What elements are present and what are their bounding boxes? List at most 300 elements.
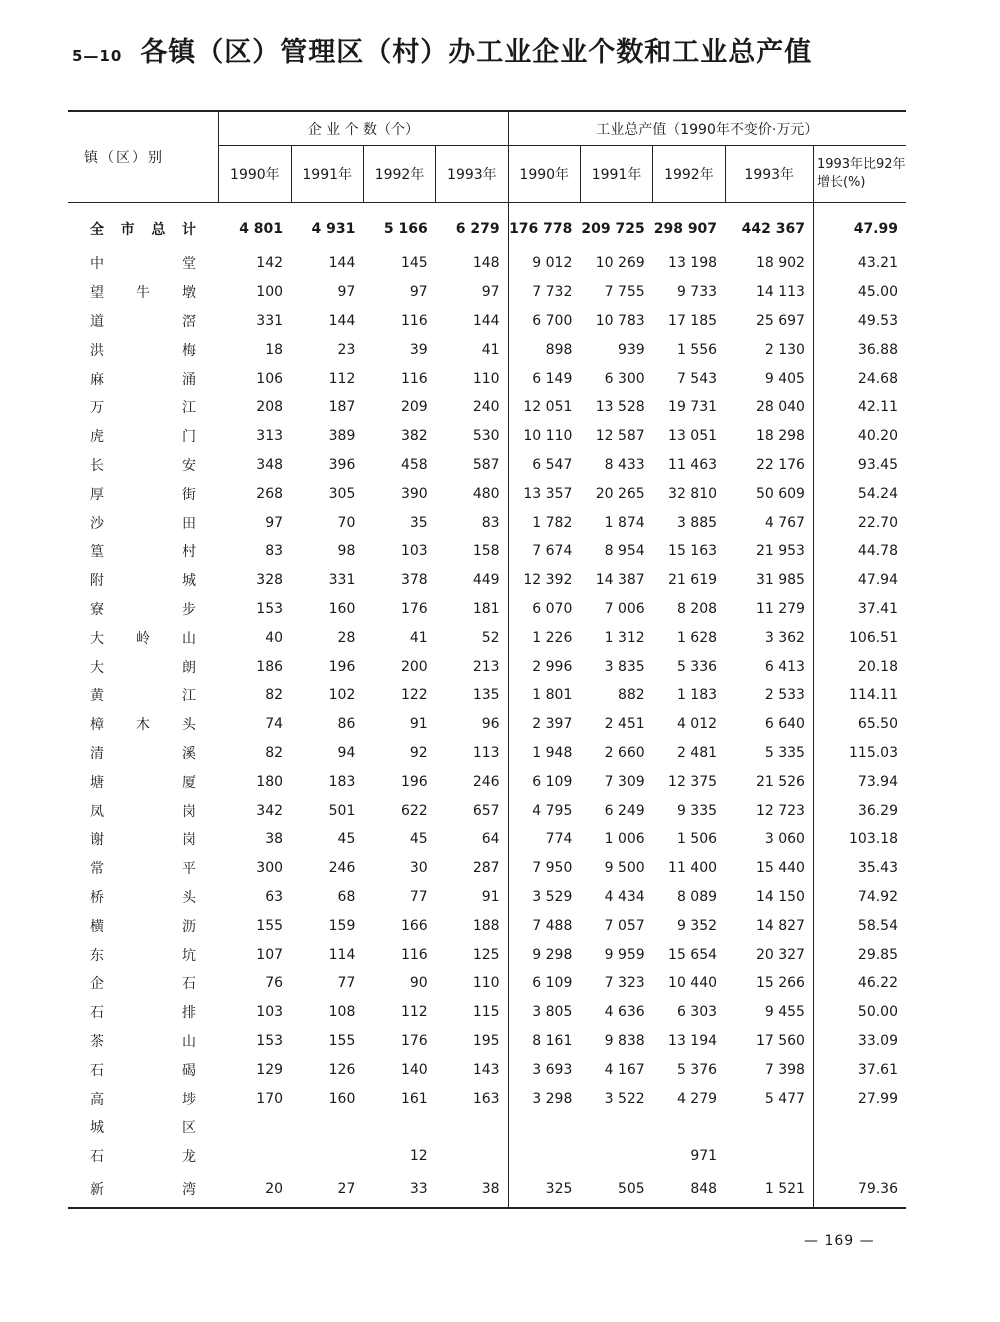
value-cell: 113: [436, 739, 508, 768]
year-header: 1991年: [580, 146, 652, 203]
town-name-char: 岗: [182, 803, 196, 820]
growth-cell: 35.43: [813, 854, 906, 883]
value-cell: 144: [436, 307, 508, 336]
table-row: [68, 854, 906, 883]
town-name-char: 寮: [90, 601, 104, 618]
town-name-char: 街: [182, 486, 196, 503]
value-cell: 7 398: [764, 1061, 805, 1078]
value-cell: 77: [337, 975, 356, 992]
value-cell: 170: [256, 1090, 284, 1107]
town-name-char: 谢: [90, 832, 104, 849]
town-name-char: 梅: [182, 342, 196, 359]
value-cell: 116: [400, 946, 428, 963]
town-name: [90, 887, 196, 907]
value-cell: 28: [337, 629, 356, 646]
value-cell: 97: [265, 514, 284, 531]
value-cell: 8 433: [604, 456, 645, 473]
town-name-char: 凤: [90, 803, 104, 820]
town-name-char: 新: [90, 1181, 104, 1198]
value-cell: 108: [328, 1004, 356, 1021]
table-row: [68, 508, 906, 537]
value-cell: 112: [328, 370, 356, 387]
value-cell: 348: [256, 456, 284, 473]
town-name-char: 总: [151, 222, 166, 238]
town-name: [90, 801, 196, 821]
value-cell: 8 954: [604, 543, 645, 560]
town-name: [90, 219, 196, 239]
value-cell: 1 183: [676, 687, 718, 704]
value-cell: 21 953: [755, 543, 805, 560]
value-cell: [363, 1113, 435, 1142]
value-cell: [291, 1142, 363, 1171]
value-cell: 9 012: [532, 255, 573, 272]
statistics-table: [68, 110, 906, 1209]
town-name: [90, 1179, 196, 1199]
table-number: 5—10: [72, 47, 123, 65]
town-name-char: 区: [182, 1120, 196, 1137]
town-name-char: 计: [181, 222, 196, 238]
town-name-cell: [68, 422, 219, 451]
town-name-cell: [68, 203, 219, 250]
town-name: [90, 570, 196, 590]
town-name-char: 岭: [136, 630, 150, 647]
table-row: [68, 537, 906, 566]
value-cell: 1 874: [604, 514, 645, 531]
value-cell: 7 543: [676, 370, 718, 387]
value-cell: 209 725: [581, 221, 645, 237]
output-value-header: 工业总产值（1990年不变价·万元）: [508, 111, 906, 146]
value-cell: 82: [265, 687, 284, 704]
growth-cell: 65.50: [813, 710, 906, 739]
table-row: [68, 422, 906, 451]
value-cell: 6 109: [532, 773, 573, 790]
value-cell: 106: [256, 370, 284, 387]
table-row: [68, 911, 906, 940]
value-cell: 530: [436, 422, 508, 451]
table-row: [68, 1113, 906, 1142]
town-name-cell: [68, 566, 219, 595]
value-cell: 396: [328, 456, 356, 473]
town-name-char: 龙: [182, 1149, 196, 1166]
value-cell: 107: [256, 946, 284, 963]
value-cell: 13 357: [523, 485, 573, 502]
town-name-cell: [68, 1055, 219, 1084]
value-cell: 97: [337, 284, 356, 301]
town-name-cell: [68, 652, 219, 681]
table-row: [68, 825, 906, 854]
value-cell: 6 547: [532, 456, 573, 473]
value-cell: 11 463: [668, 456, 718, 473]
value-cell: 10 440: [668, 975, 718, 992]
value-cell: 8 089: [676, 888, 718, 905]
value-cell: 18 298: [755, 428, 805, 445]
value-cell: 32 810: [668, 485, 718, 502]
growth-cell: 46.22: [813, 969, 906, 998]
town-name: [90, 1089, 196, 1109]
value-cell: 187: [328, 399, 356, 416]
table-row: [68, 1142, 906, 1171]
town-name-cell: [68, 911, 219, 940]
value-cell: 13 194: [668, 1032, 718, 1049]
value-cell: 6 700: [532, 312, 573, 329]
value-cell: 15 654: [668, 946, 718, 963]
table-row: [68, 652, 906, 681]
enterprise-count-header: 企 业 个 数（个）: [219, 111, 508, 146]
value-cell: 2 996: [532, 658, 573, 675]
value-cell: [725, 1113, 813, 1142]
value-cell: 300: [256, 860, 284, 877]
value-cell: 1 312: [604, 629, 645, 646]
town-name: [90, 916, 196, 936]
table-row: [68, 710, 906, 739]
value-cell: 52: [436, 623, 508, 652]
value-cell: 7 309: [604, 773, 645, 790]
value-cell: 64: [436, 825, 508, 854]
value-cell: 15 163: [668, 543, 718, 560]
value-cell: 848: [690, 1180, 718, 1197]
year-header: 1992年: [653, 146, 725, 203]
value-cell: 208: [256, 399, 284, 416]
value-cell: 5 477: [764, 1090, 805, 1107]
value-cell: 155: [256, 917, 284, 934]
table-row: [68, 451, 906, 480]
town-name-char: 横: [90, 918, 104, 935]
value-cell: 176 778: [509, 221, 573, 237]
value-cell: 325: [545, 1180, 573, 1197]
growth-cell: 37.41: [813, 595, 906, 624]
growth-cell: 47.94: [813, 566, 906, 595]
town-name: [90, 973, 196, 993]
value-cell: 176: [400, 1032, 428, 1049]
town-name-char: 塘: [90, 774, 104, 791]
growth-cell: 40.20: [813, 422, 906, 451]
table-row: [68, 278, 906, 307]
value-cell: 3 060: [764, 831, 805, 848]
table-row: [68, 566, 906, 595]
value-cell: 90: [409, 975, 428, 992]
value-cell: 378: [400, 572, 428, 589]
growth-cell: 74.92: [813, 883, 906, 912]
value-cell: 7 006: [604, 600, 645, 617]
town-name: [90, 945, 196, 965]
table-row: [68, 1084, 906, 1113]
town-name: [90, 628, 196, 648]
value-cell: 3 522: [604, 1090, 645, 1107]
value-cell: 14 113: [755, 284, 805, 301]
value-cell: 298 907: [653, 221, 718, 237]
value-cell: 180: [256, 773, 284, 790]
value-cell: 188: [436, 911, 508, 940]
town-name-char: 桥: [90, 889, 104, 906]
town-name-cell: [68, 508, 219, 537]
table-row: [68, 739, 906, 768]
town-name-char: 虎: [90, 429, 104, 446]
value-cell: 13 051: [668, 428, 718, 445]
table-row: [68, 1055, 906, 1084]
town-name-cell: [68, 479, 219, 508]
town-name-char: 道: [90, 313, 104, 330]
table-row: [68, 969, 906, 998]
value-cell: 126: [328, 1061, 356, 1078]
town-name-char: 市: [120, 222, 135, 238]
table-row: [68, 479, 906, 508]
value-cell: 4 167: [604, 1061, 645, 1078]
value-cell: 161: [400, 1090, 428, 1107]
value-cell: 196: [400, 773, 428, 790]
value-cell: 83: [265, 543, 284, 560]
table-row: [68, 796, 906, 825]
town-name: [90, 426, 196, 446]
value-cell: 103: [400, 543, 428, 560]
value-cell: 3 362: [764, 629, 805, 646]
town-name-char: 茶: [90, 1033, 104, 1050]
table-body: [68, 203, 906, 1208]
town-name-char: 牛: [136, 285, 150, 302]
growth-cell: 114.11: [813, 681, 906, 710]
value-cell: 112: [400, 1004, 428, 1021]
town-name-char: 头: [182, 889, 196, 906]
growth-cell: 36.29: [813, 796, 906, 825]
value-cell: 12 723: [755, 802, 805, 819]
row-header: 镇（区）别: [68, 111, 219, 203]
value-cell: 114: [328, 946, 356, 963]
value-cell: [508, 1113, 580, 1142]
value-cell: 76: [265, 975, 284, 992]
value-cell: 96: [436, 710, 508, 739]
value-cell: 505: [617, 1180, 645, 1197]
growth-cell: 22.70: [813, 508, 906, 537]
table-row: [68, 681, 906, 710]
growth-cell: 106.51: [813, 623, 906, 652]
value-cell: 774: [545, 831, 573, 848]
growth-cell: [813, 1142, 906, 1171]
value-cell: 20 327: [755, 946, 805, 963]
town-name: [90, 858, 196, 878]
town-name-char: 朗: [182, 659, 196, 676]
town-name-char: 清: [90, 745, 104, 762]
value-cell: 39: [409, 341, 428, 358]
town-name-char: 厦: [182, 774, 196, 791]
value-cell: 98: [337, 543, 356, 560]
town-name-char: 城: [182, 573, 196, 590]
value-cell: 331: [328, 572, 356, 589]
value-cell: 5 336: [676, 658, 718, 675]
town-name: [90, 599, 196, 619]
value-cell: 28 040: [755, 399, 805, 416]
value-cell: 3 529: [532, 888, 573, 905]
value-cell: 38: [436, 1171, 508, 1208]
value-cell: 140: [400, 1061, 428, 1078]
town-name-char: 平: [182, 861, 196, 878]
town-name-char: 万: [90, 400, 104, 417]
town-name-char: 头: [182, 717, 196, 734]
value-cell: 103: [256, 1004, 284, 1021]
value-cell: 18: [265, 341, 284, 358]
table-row: [68, 393, 906, 422]
value-cell: 6 249: [604, 802, 645, 819]
town-name-cell: [68, 364, 219, 393]
town-name-char: 企: [90, 976, 104, 993]
value-cell: 125: [436, 940, 508, 969]
town-name-char: 田: [182, 515, 196, 532]
value-cell: 70: [337, 514, 356, 531]
value-cell: 3 805: [532, 1004, 573, 1021]
value-cell: 12 375: [668, 773, 718, 790]
town-name-cell: [68, 710, 219, 739]
value-cell: 10 269: [595, 255, 645, 272]
town-name-cell: [68, 796, 219, 825]
town-name-char: 厚: [90, 486, 104, 503]
value-cell: 390: [400, 485, 428, 502]
value-cell: 6 303: [676, 1004, 718, 1021]
value-cell: 7 950: [532, 860, 573, 877]
table-row: [68, 595, 906, 624]
value-cell: 20 265: [595, 485, 645, 502]
value-cell: 3 298: [532, 1090, 573, 1107]
town-name-cell: [68, 940, 219, 969]
value-cell: 17 185: [668, 312, 718, 329]
growth-cell: 24.68: [813, 364, 906, 393]
town-name: [90, 743, 196, 763]
value-cell: 21 619: [668, 572, 718, 589]
value-cell: 12 051: [523, 399, 573, 416]
value-cell: 31 985: [755, 572, 805, 589]
value-cell: 144: [328, 255, 356, 272]
town-name-char: 安: [182, 457, 196, 474]
value-cell: 110: [436, 364, 508, 393]
town-name: [90, 1146, 196, 1166]
table-row: [68, 1171, 906, 1208]
value-cell: 622: [400, 802, 428, 819]
town-name: [90, 369, 196, 389]
value-cell: 142: [256, 255, 284, 272]
town-name-cell: [68, 969, 219, 998]
value-cell: 458: [400, 456, 428, 473]
value-cell: 15 440: [755, 860, 805, 877]
value-cell: 442 367: [741, 221, 805, 237]
value-cell: 160: [328, 600, 356, 617]
value-cell: 1 006: [604, 831, 645, 848]
value-cell: 342: [256, 802, 284, 819]
year-header: 1991年: [291, 146, 363, 203]
value-cell: 41: [436, 335, 508, 364]
value-cell: 7 057: [604, 917, 645, 934]
value-cell: 6 300: [604, 370, 645, 387]
town-name-cell: [68, 393, 219, 422]
value-cell: 13 528: [595, 399, 645, 416]
growth-cell: 42.11: [813, 393, 906, 422]
value-cell: 1 628: [676, 629, 718, 646]
growth-cell: 115.03: [813, 739, 906, 768]
town-name: [90, 455, 196, 475]
town-name-char: 大: [90, 630, 104, 647]
value-cell: 7 488: [532, 917, 573, 934]
town-name-char: 洪: [90, 342, 104, 359]
value-cell: 12 392: [523, 572, 573, 589]
growth-cell: 43.21: [813, 249, 906, 278]
value-cell: 20: [265, 1180, 284, 1197]
value-cell: 92: [409, 744, 428, 761]
value-cell: 1 521: [764, 1180, 805, 1197]
value-cell: 30: [409, 860, 428, 877]
value-cell: 3 885: [676, 514, 718, 531]
town-name-char: 沙: [90, 515, 104, 532]
town-name: [90, 340, 196, 360]
table-row: [68, 249, 906, 278]
value-cell: 240: [436, 393, 508, 422]
value-cell: 14 827: [755, 917, 805, 934]
town-name-char: 埗: [182, 1091, 196, 1108]
value-cell: [508, 1142, 580, 1171]
value-cell: 382: [400, 428, 428, 445]
growth-cell: 37.61: [813, 1055, 906, 1084]
growth-cell: 54.24: [813, 479, 906, 508]
growth-cell: 58.54: [813, 911, 906, 940]
value-cell: 160: [328, 1090, 356, 1107]
table-row: [68, 307, 906, 336]
town-name-char: 堂: [182, 256, 196, 273]
growth-cell: 33.09: [813, 1027, 906, 1056]
value-cell: 50 609: [755, 485, 805, 502]
value-cell: 5 166: [383, 221, 428, 237]
value-cell: 186: [256, 658, 284, 675]
value-cell: 115: [436, 998, 508, 1027]
town-name: [90, 772, 196, 792]
growth-cell: 79.36: [813, 1171, 906, 1208]
value-cell: 4 795: [532, 802, 573, 819]
town-name-cell: [68, 739, 219, 768]
town-name-cell: [68, 998, 219, 1027]
town-name: [90, 253, 196, 273]
value-cell: 74: [265, 716, 284, 733]
town-name-char: 墩: [182, 285, 196, 302]
town-name-cell: [68, 307, 219, 336]
value-cell: 898: [545, 341, 573, 358]
value-cell: [436, 1142, 508, 1171]
value-cell: 135: [436, 681, 508, 710]
town-name-char: 中: [90, 256, 104, 273]
value-cell: 40: [265, 629, 284, 646]
value-cell: 939: [617, 341, 645, 358]
value-cell: 213: [436, 652, 508, 681]
value-cell: 143: [436, 1055, 508, 1084]
value-cell: [725, 1142, 813, 1171]
town-name-cell: [68, 537, 219, 566]
town-name-char: 碣: [182, 1062, 196, 1079]
town-name-char: 溪: [182, 745, 196, 762]
town-name: [90, 829, 196, 849]
value-cell: 176: [400, 600, 428, 617]
value-cell: 15 266: [755, 975, 805, 992]
value-cell: 158: [436, 537, 508, 566]
town-name-char: 附: [90, 573, 104, 590]
value-cell: 587: [436, 451, 508, 480]
value-cell: 100: [256, 284, 284, 301]
value-cell: 110: [436, 969, 508, 998]
value-cell: 17 560: [755, 1032, 805, 1049]
value-cell: 11 400: [668, 860, 718, 877]
value-cell: 116: [400, 312, 428, 329]
value-cell: 97: [409, 284, 428, 301]
growth-cell: 47.99: [813, 203, 906, 250]
value-cell: 19 731: [668, 399, 718, 416]
growth-cell: 103.18: [813, 825, 906, 854]
value-cell: 18 902: [755, 255, 805, 272]
town-name-cell: [68, 681, 219, 710]
value-cell: 86: [337, 716, 356, 733]
value-cell: 4 012: [676, 716, 718, 733]
value-cell: 4 801: [239, 221, 284, 237]
